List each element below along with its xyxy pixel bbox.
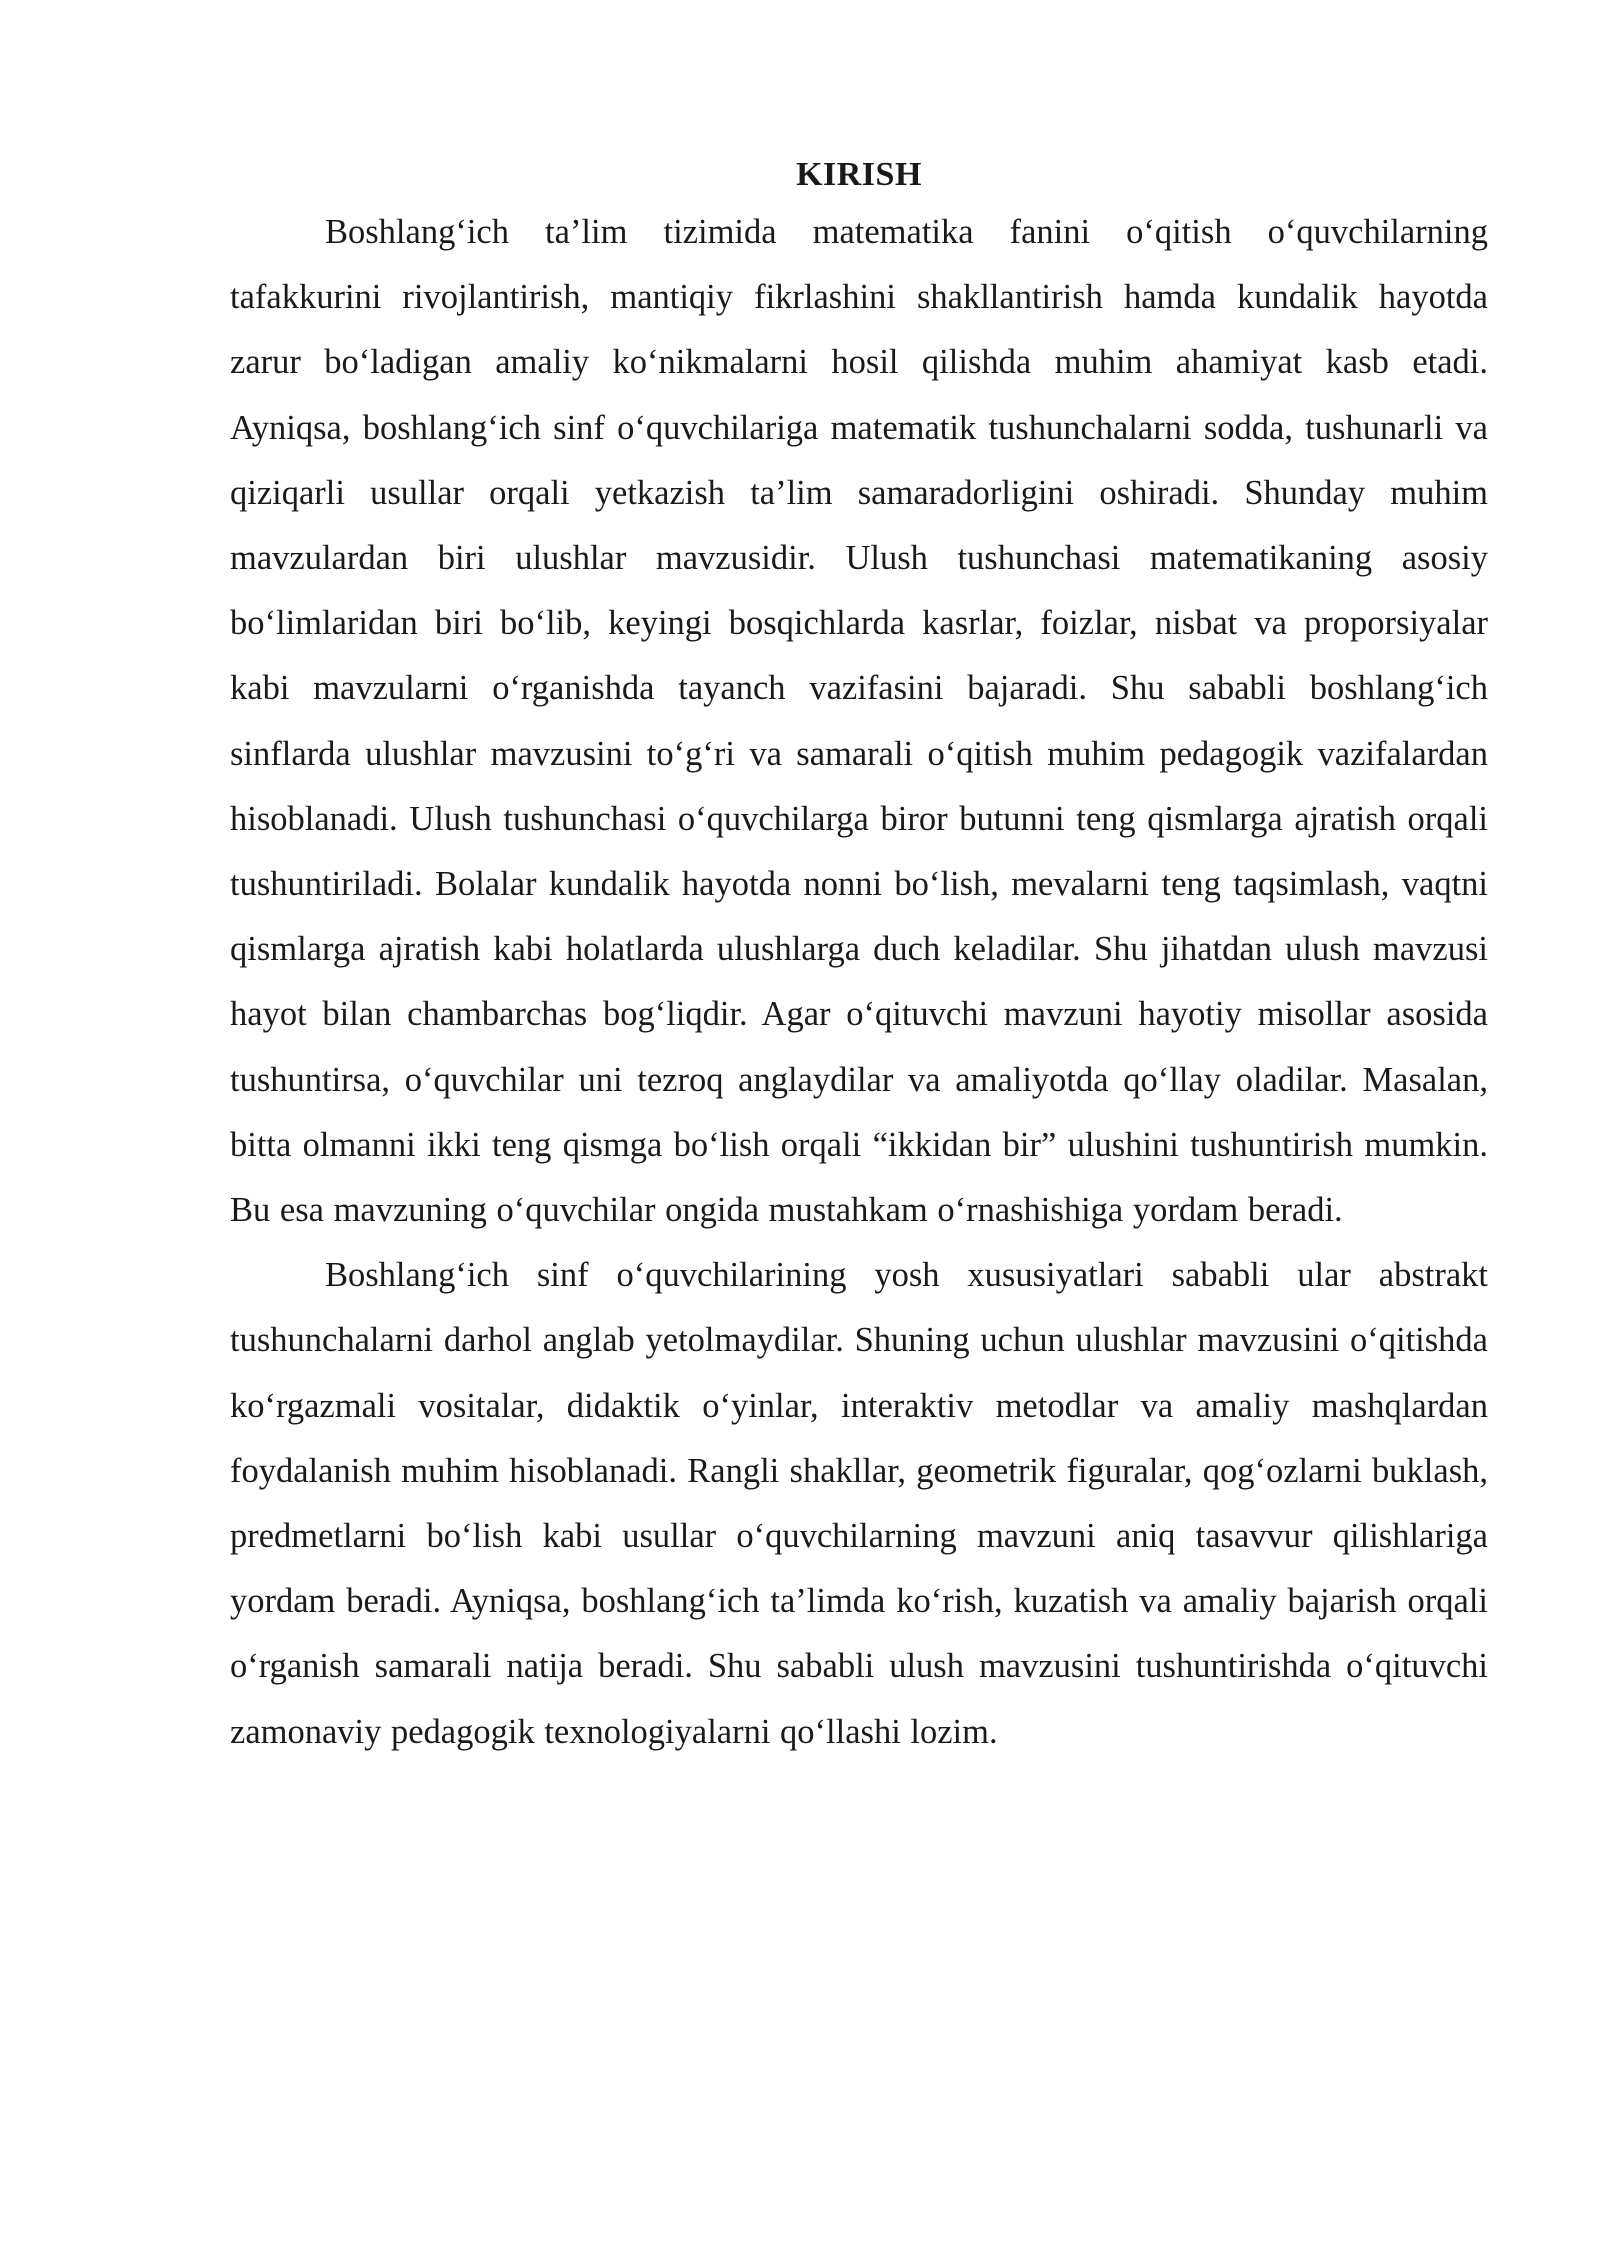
document-page	[230, 150, 1488, 1765]
paragraph-2: Boshlang‘ich sinf o‘quvchilarining yosh xususiyatlari sababli ular abstrakt tushunchalarni darhol anglab yetolmaydilar. Shuning uchun ulushlar mavzusini o‘qitishda ko‘rgazmali vositalar, didaktik o‘yinlar, interaktiv metodlar va amaliy mashqlardan foydalanish muhim hisoblanadi. Rangli shakllar, geometrik figuralar, qog‘ozlarni buklash, predmetlarni bo‘lish kabi usullar o‘quvchilarning mavzuni aniq tasavvur qilishlariga yordam beradi. Ayniqsa, boshlang‘ich ta’limda ko‘rish, kuzatish va amaliy bajarish orqali o‘rganish samarali natija beradi. Shu sababli ulush mavzusini tushuntirishda o‘qituvchi zamonaviy pedagogik texnologiyalarni qo‘llashi lozim.	[230, 1256, 1488, 1751]
paragraph-1: Boshlang‘ich ta’lim tizimida matematika fanini o‘qitish o‘quvchilarning tafakkurini rivojlantirish, mantiqiy fikrlashini shakllantirish hamda kundalik hayotda zarur bo‘ladigan amaliy ko‘nikmalarni hosil qilishda muhim ahamiyat kasb etadi. Ayniqsa, boshlang‘ich sinf o‘quvchilariga matematik tushunchalarni sodda, tushunarli va qiziqarli usullar orqali yetkazish ta’lim samaradorligini oshiradi. Shunday muhim mavzulardan biri ulushlar mavzusidir. Ulush tushunchasi matematikaning asosiy bo‘limlaridan biri bo‘lib, keyingi bosqichlarda kasrlar, foizlar, nisbat va proporsiyalar kabi mavzularni o‘rganishda tayanch vazifasini bajaradi. Shu sababli boshlang‘ich sinflarda ulushlar mavzusini to‘g‘ri va samarali o‘qitish muhim pedagogik vazifalardan hisoblanadi. Ulush tushunchasi o‘quvchilarga biror butunni teng qismlarga ajratish orqali tushuntiriladi. Bolalar kundalik hayotda nonni bo‘lish, mevalarni teng taqsimlash, vaqtni qismlarga ajratish kabi holatlarda ulushlarga duch keladilar. Shu jihatdan ulush mavzusi hayot bilan chambarchas bog‘liqdir. Agar o‘qituvchi mavzuni hayotiy misollar asosida tushuntirsa, o‘quvchilar uni tezroq anglaydilar va amaliyotda qo‘llay oladilar. Masalan, bitta olmanni ikki teng qismga bo‘lish orqali “ikkidan bir” ulushini tushuntirish mumkin. Bu esa mavzuning o‘quvchilar ongida mustahkam o‘rnashishiga yordam beradi.	[230, 213, 1488, 1230]
section-title: KIRISH	[796, 156, 922, 193]
